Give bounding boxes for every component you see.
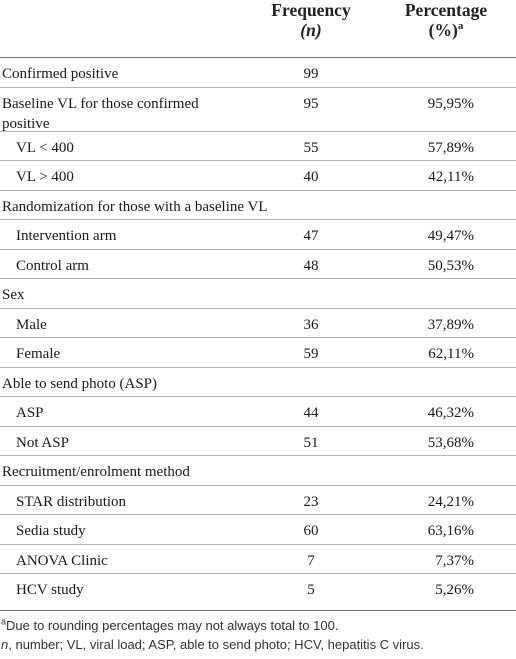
table-row <box>0 367 516 398</box>
table-row <box>0 278 516 309</box>
frequency-unit: (n) <box>300 20 322 40</box>
row-percentage: 63,16% <box>427 523 474 539</box>
row-frequency: 23 <box>303 493 319 510</box>
row-frequency: 55 <box>303 139 319 156</box>
row-label-text: HCV study <box>16 582 84 598</box>
row-frequency: 7 <box>307 552 315 569</box>
row-percentage: 95,95% <box>427 95 474 112</box>
percentage-footnote-marker: a <box>457 20 464 33</box>
row-label-text: Confirmed positive <box>2 66 119 82</box>
row-label-text: Female <box>16 346 61 362</box>
row-label-text: Male <box>16 316 47 333</box>
row-label <box>2 64 118 84</box>
row-percentage: 57,89% <box>427 139 474 156</box>
percentage-unit: (%) <box>428 20 458 40</box>
footnote-rounding <box>1 617 516 635</box>
row-label-text: Not ASP <box>16 434 69 451</box>
row-label <box>16 226 116 246</box>
row-label <box>16 315 47 335</box>
table-row <box>0 160 516 191</box>
row-label <box>16 344 60 364</box>
percentage-unit-line <box>386 20 506 40</box>
row-label <box>2 462 190 482</box>
table-row <box>0 308 516 339</box>
row-label <box>2 285 25 305</box>
row-label-text: Randomization for those with a baseline VL <box>2 198 268 215</box>
row-percentage: 37,89% <box>427 316 474 333</box>
row-percentage: 7,37% <box>435 552 474 569</box>
row-frequency: 47 <box>303 228 319 244</box>
table-row <box>0 426 516 457</box>
row-label-text: Intervention arm <box>16 228 117 244</box>
row-percentage: 62,11% <box>428 346 474 362</box>
row-label <box>16 256 89 276</box>
row-label-text: Recruitment/enrolment method <box>2 464 190 480</box>
row-label-text: VL < 400 <box>16 139 74 156</box>
table-footnotes <box>0 610 516 655</box>
table-header <box>0 0 516 58</box>
row-percentage: 50,53% <box>427 257 474 274</box>
row-label-text: VL > 400 <box>16 169 74 185</box>
row-percentage: 46,32% <box>427 405 474 421</box>
row-label-text: ANOVA Clinic <box>16 552 108 569</box>
percentage-label: Percentage <box>404 0 488 20</box>
row-label-text: ASP <box>16 405 44 421</box>
row-frequency: 40 <box>303 169 319 185</box>
row-frequency: 48 <box>303 257 319 274</box>
table-row <box>0 396 516 427</box>
footnote-abbrev-text: , number; VL, viral load; ASP, able to send photo; HCV, hepatitis C virus. <box>8 637 424 652</box>
row-frequency: 95 <box>303 95 319 112</box>
table-row <box>0 485 516 516</box>
row-label <box>16 433 69 453</box>
row-label-text: STAR distribution <box>16 493 127 510</box>
row-frequency: 60 <box>303 523 319 539</box>
table-row <box>0 219 516 250</box>
row-label-text: Sedia study <box>16 523 86 539</box>
table-row <box>0 337 516 368</box>
row-percentage: 49,47% <box>427 228 474 244</box>
row-label-text: Able to send photo (ASP) <box>2 375 157 392</box>
row-label-text-continued: positive <box>2 115 50 132</box>
row-frequency: 99 <box>303 66 319 82</box>
row-frequency: 59 <box>303 346 319 362</box>
row-label <box>16 167 74 187</box>
row-label-text: Control arm <box>16 257 89 274</box>
row-label <box>2 374 157 394</box>
row-label-text: Sex <box>2 287 25 303</box>
row-percentage: 42,11% <box>428 169 474 185</box>
table-row <box>0 190 516 221</box>
table-row <box>0 87 516 132</box>
table-row <box>0 249 516 280</box>
row-percentage: 53,68% <box>427 434 474 451</box>
row-frequency: 36 <box>303 316 319 333</box>
row-label <box>16 551 108 571</box>
table-row <box>0 544 516 575</box>
row-label <box>16 138 74 158</box>
table-row <box>0 573 516 603</box>
row-label <box>16 580 84 600</box>
row-label <box>2 197 268 217</box>
row-percentage: 24,21% <box>427 493 474 510</box>
row-label-text: Baseline VL for those confirmed <box>2 95 199 112</box>
row-frequency: 5 <box>307 582 315 598</box>
row-label <box>16 403 44 423</box>
table-row <box>0 57 516 88</box>
row-label <box>16 521 86 541</box>
footnote-abbreviations <box>1 636 516 654</box>
row-frequency: 44 <box>303 405 319 421</box>
row-label <box>16 492 126 512</box>
table-row <box>0 455 516 486</box>
footnote-abbrev-n: n <box>1 637 9 652</box>
column-header-percentage <box>386 0 506 40</box>
table-row <box>0 514 516 545</box>
table-row <box>0 131 516 162</box>
frequency-label: Frequency <box>271 0 351 20</box>
footnote-rounding-text: Due to rounding percentages may not always total to 100. <box>6 618 339 633</box>
column-header-frequency <box>262 0 360 40</box>
row-label <box>2 94 199 134</box>
row-percentage: 5,26% <box>435 582 474 598</box>
row-frequency: 51 <box>303 434 319 451</box>
footnote-marker: a <box>1 616 7 627</box>
